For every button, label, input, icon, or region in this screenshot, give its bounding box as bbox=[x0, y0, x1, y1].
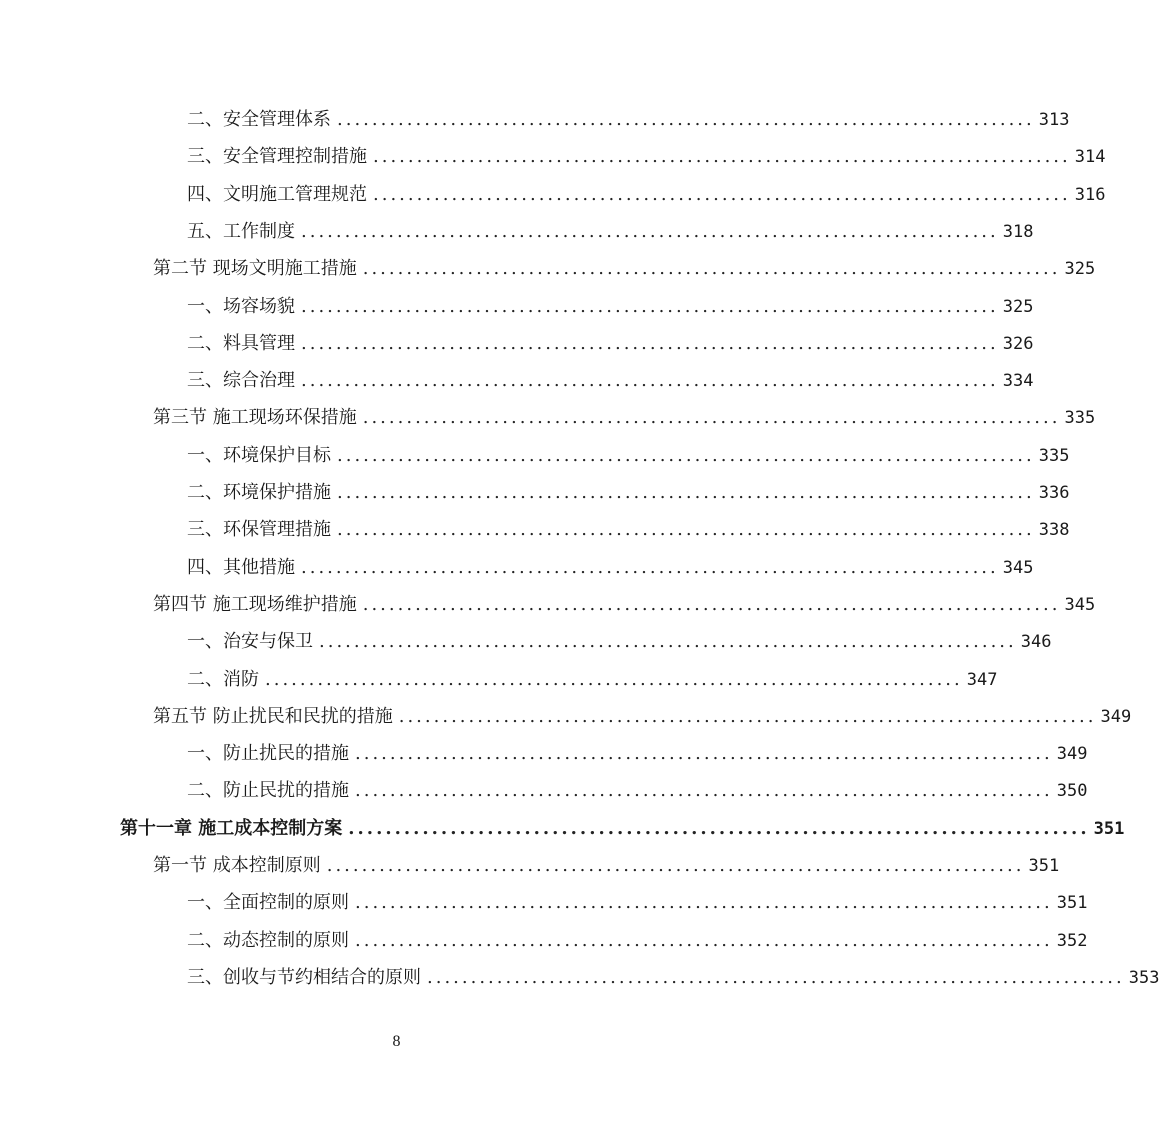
toc-entry-title: 一、防止扰民的措施 bbox=[187, 743, 349, 765]
dot-leader: ................................................................................ bbox=[373, 146, 1071, 168]
toc-entry-page: 351 bbox=[1093, 818, 1125, 839]
toc-entry-page: 352 bbox=[1056, 930, 1088, 951]
toc-entry-title: 第一节 成本控制原则 bbox=[153, 855, 321, 876]
toc-entry-title: 二、动态控制的原则 bbox=[187, 929, 349, 951]
toc-entry-title: 四、文明施工管理规范 bbox=[187, 183, 367, 205]
toc-entry-page: 325 bbox=[1002, 296, 1034, 317]
toc-entry-page: 351 bbox=[1056, 893, 1088, 914]
toc-item-row[interactable] bbox=[187, 217, 1034, 247]
toc-item-row[interactable] bbox=[187, 926, 1088, 956]
toc-entry-page: 336 bbox=[1038, 483, 1070, 503]
toc-entry-page: 349 bbox=[1056, 744, 1088, 765]
toc-entry-page: 350 bbox=[1056, 781, 1088, 802]
toc-section-row[interactable] bbox=[153, 851, 1060, 881]
dot-leader: ................................................................................ bbox=[398, 705, 1097, 727]
toc-entry-page: 351 bbox=[1028, 856, 1060, 876]
toc-item-row[interactable] bbox=[187, 515, 1070, 545]
toc-item-row[interactable] bbox=[187, 739, 1088, 769]
toc-entry-page: 338 bbox=[1038, 520, 1070, 541]
toc-item-row[interactable] bbox=[187, 627, 1052, 657]
toc-item-row[interactable] bbox=[187, 441, 1070, 471]
dot-leader: ................................................................................ bbox=[337, 109, 1035, 130]
toc-chapter-row[interactable] bbox=[120, 814, 1125, 844]
toc-entry-page: 335 bbox=[1038, 445, 1070, 466]
toc-entry-title: 四、其他措施 bbox=[187, 556, 295, 578]
dot-leader: ................................................................................ bbox=[301, 295, 999, 317]
toc-section-row[interactable] bbox=[153, 590, 1096, 620]
toc-entry-page: 345 bbox=[1002, 557, 1034, 578]
dot-leader: ................................................................................ bbox=[337, 519, 1035, 541]
dot-leader: ................................................................................ bbox=[362, 407, 1061, 429]
toc-entry-title: 三、环保管理措施 bbox=[187, 519, 331, 541]
toc-item-row[interactable] bbox=[187, 553, 1034, 583]
toc-item-row[interactable] bbox=[187, 888, 1088, 918]
toc-item-row[interactable] bbox=[187, 366, 1034, 396]
toc-item-row[interactable] bbox=[187, 963, 1159, 993]
toc-item-row[interactable] bbox=[187, 776, 1088, 806]
dot-leader: ................................................................................ bbox=[373, 183, 1071, 205]
toc-entry-title: 第五节 防止扰民和民扰的措施 bbox=[153, 705, 393, 727]
toc-entry-page: 318 bbox=[1002, 221, 1034, 242]
toc-entry-title: 一、场容场貌 bbox=[187, 295, 295, 317]
toc-entry-title: 二、环境保护措施 bbox=[187, 482, 331, 503]
toc-item-row[interactable] bbox=[187, 665, 998, 695]
dot-leader: ................................................................................ bbox=[319, 631, 1017, 653]
toc-entry-page: 326 bbox=[1002, 333, 1034, 354]
dot-leader: ................................................................................ bbox=[362, 258, 1061, 280]
toc-entry-title: 二、料具管理 bbox=[187, 332, 295, 354]
toc-item-row[interactable] bbox=[187, 142, 1106, 172]
dot-leader: ................................................................................ bbox=[326, 855, 1025, 876]
toc-entry-title: 五、工作制度 bbox=[187, 220, 295, 242]
toc-entry-title: 第二节 现场文明施工措施 bbox=[153, 258, 357, 280]
toc-section-row[interactable] bbox=[153, 254, 1096, 284]
toc-entry-title: 二、消防 bbox=[187, 668, 259, 690]
dot-leader: ................................................................................ bbox=[337, 482, 1035, 503]
toc-entry-page: 347 bbox=[966, 669, 998, 690]
dot-leader: ................................................................................ bbox=[355, 743, 1053, 765]
toc-section-row[interactable] bbox=[153, 403, 1096, 433]
toc-item-row[interactable] bbox=[187, 292, 1034, 322]
dot-leader: ................................................................................ bbox=[301, 332, 999, 354]
dot-leader: ................................................................................ bbox=[348, 817, 1090, 839]
toc-entry-title: 第十一章 施工成本控制方案 bbox=[120, 817, 343, 839]
toc-entry-title: 三、创收与节约相结合的原则 bbox=[187, 966, 421, 988]
toc-item-row[interactable] bbox=[187, 329, 1034, 359]
toc-entry-title: 一、全面控制的原则 bbox=[187, 892, 349, 914]
toc-entry-page: 335 bbox=[1064, 408, 1096, 429]
dot-leader: ................................................................................ bbox=[337, 444, 1035, 466]
toc-entry-page: 346 bbox=[1020, 632, 1052, 653]
toc-entry-title: 二、安全管理体系 bbox=[187, 109, 331, 130]
toc-entry-page: 345 bbox=[1064, 594, 1096, 615]
toc-entry-title: 三、综合治理 bbox=[187, 370, 295, 392]
toc-entry-title: 二、防止民扰的措施 bbox=[187, 780, 349, 802]
dot-leader: ................................................................................ bbox=[355, 929, 1053, 951]
page-number: 8 bbox=[392, 1033, 401, 1050]
dot-leader: ................................................................................ bbox=[301, 556, 999, 578]
toc-item-row[interactable] bbox=[187, 105, 1070, 135]
toc-entry-page: 325 bbox=[1064, 259, 1096, 280]
toc-entry-page: 313 bbox=[1038, 110, 1070, 130]
dot-leader: ................................................................................ bbox=[355, 892, 1053, 914]
toc-entry-title: 第三节 施工现场环保措施 bbox=[153, 407, 357, 429]
dot-leader: ................................................................................ bbox=[265, 668, 963, 690]
toc-entry-page: 314 bbox=[1074, 147, 1106, 168]
toc-entry-page: 316 bbox=[1074, 184, 1106, 205]
toc-entry-page: 349 bbox=[1100, 706, 1132, 727]
toc-entry-title: 一、环境保护目标 bbox=[187, 444, 331, 466]
dot-leader: ................................................................................ bbox=[362, 593, 1061, 615]
toc-entry-title: 三、安全管理控制措施 bbox=[187, 146, 367, 168]
toc-item-row[interactable] bbox=[187, 478, 1070, 508]
toc-entry-page: 334 bbox=[1002, 371, 1034, 392]
dot-leader: ................................................................................ bbox=[301, 220, 999, 242]
toc-entry-page: 353 bbox=[1128, 967, 1159, 988]
dot-leader: ................................................................................ bbox=[301, 370, 999, 392]
toc-item-row[interactable] bbox=[187, 180, 1106, 210]
toc-entry-title: 第四节 施工现场维护措施 bbox=[153, 593, 357, 615]
toc-entry-title: 一、治安与保卫 bbox=[187, 631, 313, 653]
dot-leader: ................................................................................ bbox=[427, 966, 1125, 988]
toc-section-row[interactable] bbox=[153, 702, 1132, 732]
dot-leader: ................................................................................ bbox=[355, 780, 1053, 802]
